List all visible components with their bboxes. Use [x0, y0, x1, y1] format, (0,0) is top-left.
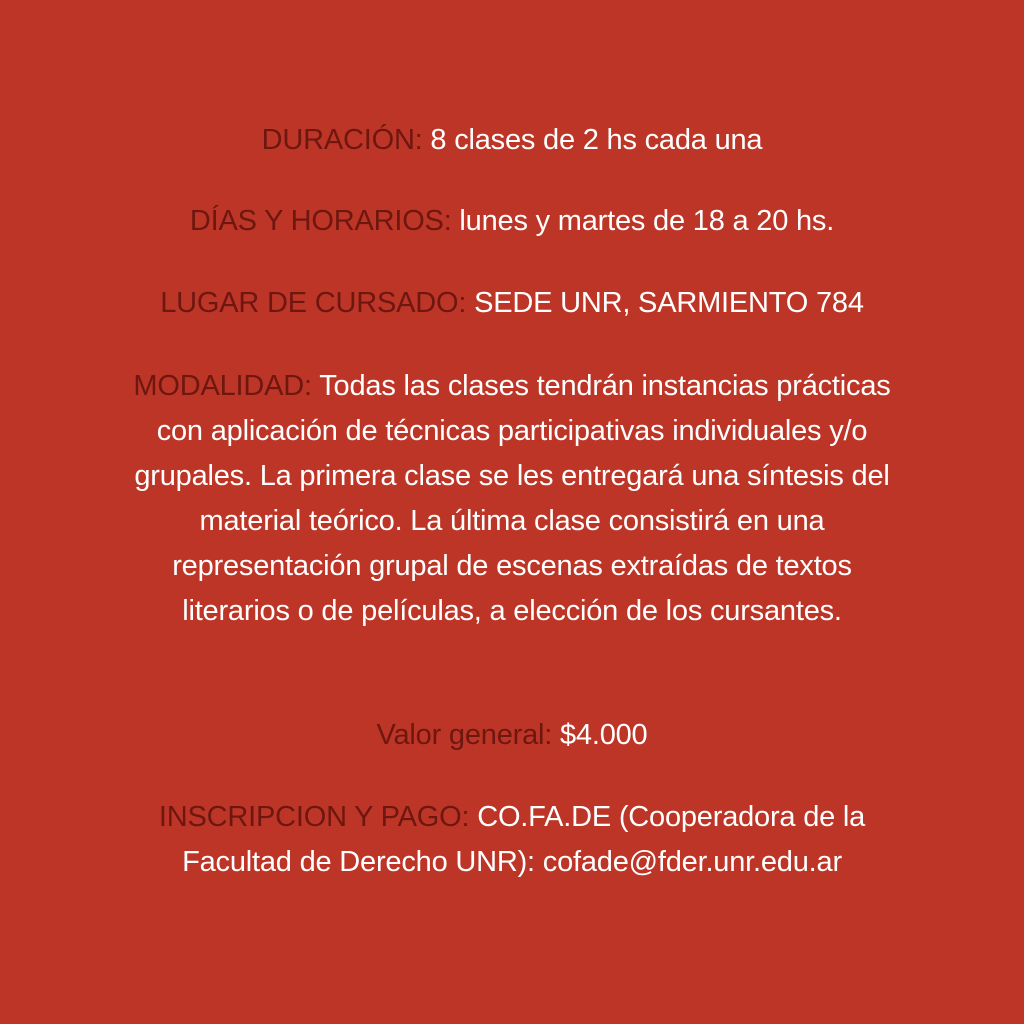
- valor-line: [100, 713, 924, 758]
- lugar-cursado-value: SEDE UNR, SARMIENTO 784: [474, 287, 864, 319]
- dias-horarios-value: lunes y martes de 18 a 20 hs.: [459, 205, 835, 237]
- lugar-cursado-line: [100, 281, 924, 326]
- modalidad-paragraph: [118, 364, 906, 634]
- lugar-cursado-label: LUGAR DE CURSADO:: [160, 287, 467, 319]
- inscripcion-value: CO.FA.DE (Cooperadora de la Facultad de Derecho UNR): cofade@fder.unr.edu.ar: [182, 801, 866, 878]
- modalidad-label: MODALIDAD:: [133, 370, 312, 402]
- inscripcion-paragraph: [118, 795, 906, 885]
- dias-horarios-line: [100, 199, 924, 244]
- duracion-label: DURACIÓN:: [261, 124, 423, 156]
- duracion-line: [100, 118, 924, 163]
- inscripcion-label: INSCRIPCION Y PAGO:: [158, 801, 470, 833]
- valor-label: Valor general:: [376, 719, 553, 751]
- modalidad-value: Todas las clases tendrán instancias prácticas con aplicación de técnicas participativas individuales y/o grupales. La primera clase se les entregará una síntesis del material teórico. La última clase consistirá en una representación grupal de escenas extraídas de textos literarios o de películas, a elección de los cursantes.: [134, 370, 891, 627]
- duracion-value: 8 clases de 2 hs cada una: [430, 124, 763, 156]
- valor-value: $4.000: [559, 719, 648, 751]
- dias-horarios-label: DÍAS Y HORARIOS:: [189, 205, 452, 237]
